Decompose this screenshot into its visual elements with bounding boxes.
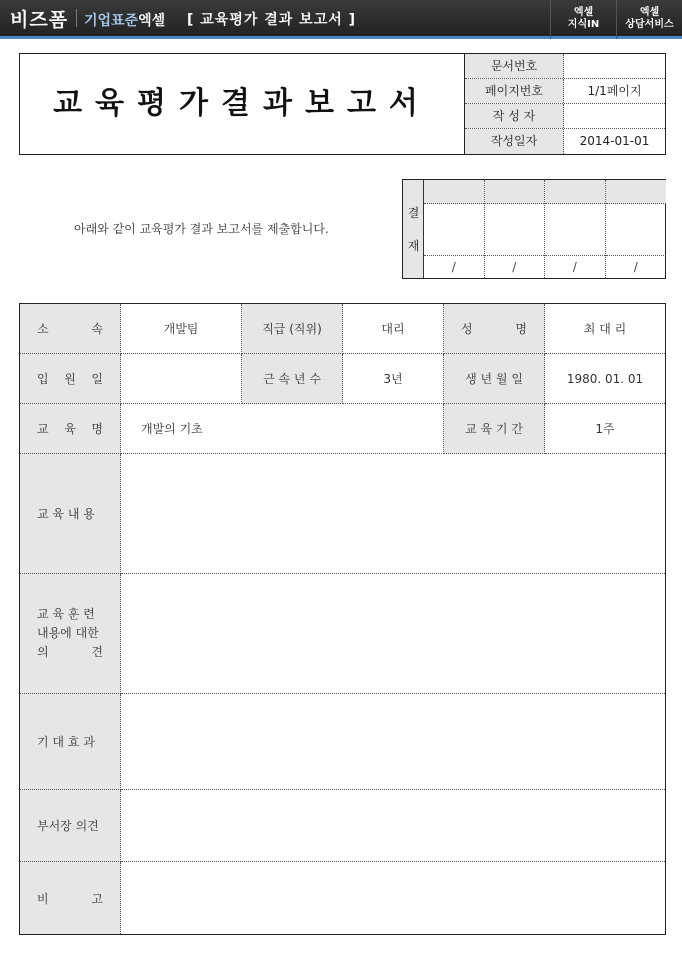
position-label: 직급 (직위) <box>242 304 343 354</box>
excel-consult-line2: 상담서비스 <box>625 19 674 30</box>
meta-row-page-number <box>465 79 665 104</box>
meta-row-date <box>465 129 665 154</box>
dept-label-char: 속 <box>91 322 103 336</box>
opinion-value[interactable] <box>121 574 665 694</box>
manager-opinion-label: 부서장 의견 <box>20 790 121 862</box>
opinion-label-char: 의 <box>37 645 49 659</box>
course-label-char: 명 <box>91 422 103 436</box>
meta-value-author[interactable] <box>564 104 665 128</box>
join-date-label-char: 원 <box>64 372 76 386</box>
content-label: 교 육 내 용 <box>20 454 121 574</box>
opinion-label-char: 견 <box>91 645 103 659</box>
years-value[interactable]: 3년 <box>343 354 444 404</box>
period-value[interactable]: 1주 <box>545 404 665 454</box>
course-label-char: 교 <box>37 422 49 436</box>
dept-value[interactable]: 개발팀 <box>121 304 242 354</box>
excel-knowledge-line1: 엑셀 <box>573 7 594 18</box>
approval-slot-title[interactable] <box>485 180 545 204</box>
join-date-label-char: 입 <box>37 372 49 386</box>
excel-consult-line1: 엑셀 <box>639 7 660 18</box>
excel-knowledge-line2: 지식IN <box>567 19 600 30</box>
excel-consult-button[interactable] <box>616 0 682 39</box>
content-value[interactable] <box>121 454 665 574</box>
bizform-logo[interactable]: 비즈폼 <box>10 9 69 31</box>
remark-label-char: 고 <box>91 891 103 906</box>
manager-opinion-value[interactable] <box>121 790 665 862</box>
period-label: 교 육 기 간 <box>444 404 545 454</box>
meta-label: 작 성 자 <box>465 104 564 128</box>
approval-slot-date[interactable]: / <box>485 255 545 278</box>
brand-label <box>84 10 165 30</box>
course-label-char: 육 <box>64 422 76 436</box>
name-value[interactable]: 최 대 리 <box>545 304 665 354</box>
remark-value[interactable] <box>121 862 665 934</box>
excel-knowledge-button[interactable] <box>550 0 616 39</box>
evaluation-form <box>19 303 666 935</box>
dept-label-char: 소 <box>37 322 49 336</box>
birth-label: 생 년 월 일 <box>444 354 545 404</box>
approval-slot[interactable] <box>485 180 546 278</box>
approval-label <box>403 180 424 278</box>
dept-label <box>20 304 121 354</box>
intro-text: 아래와 같이 교육평가 결과 보고서를 제출합니다. <box>74 222 329 236</box>
meta-value-doc-number[interactable] <box>564 54 665 78</box>
name-label-char: 성 <box>461 322 473 336</box>
approval-slot-title[interactable] <box>606 180 667 204</box>
effect-label: 기 대 효 과 <box>20 694 121 790</box>
join-date-value[interactable] <box>121 354 242 404</box>
remark-label-char: 비 <box>37 891 49 906</box>
approval-slot[interactable] <box>424 180 485 278</box>
approval-slot-date[interactable]: / <box>424 255 484 278</box>
opinion-label-line2: 내용에 대한 <box>37 626 99 640</box>
brand-part1: 기업표준 <box>84 13 139 29</box>
approval-slot-title[interactable] <box>424 180 484 204</box>
approval-slot-title[interactable] <box>545 180 605 204</box>
approval-label-bottom: 재 <box>407 239 420 253</box>
course-label <box>20 404 121 454</box>
approval-slot-date[interactable]: / <box>606 255 667 278</box>
remark-label <box>20 862 121 934</box>
join-date-label-char: 일 <box>91 372 103 386</box>
brand-part2: 엑셀 <box>138 13 166 29</box>
meta-value-page-number[interactable]: 1/1페이지 <box>587 84 642 98</box>
approval-label-top: 결 <box>407 206 420 220</box>
meta-row-doc-number <box>465 54 665 79</box>
birth-value[interactable]: 1980. 01. 01 <box>545 354 665 404</box>
meta-value-date[interactable]: 2014-01-01 <box>579 134 650 148</box>
approval-slot[interactable] <box>545 180 606 278</box>
effect-value[interactable] <box>121 694 665 790</box>
course-value[interactable]: 개발의 기초 <box>121 404 444 454</box>
document-meta <box>465 54 665 154</box>
opinion-label-line3 <box>37 643 103 662</box>
report-header <box>19 53 666 155</box>
meta-label: 문서번호 <box>465 54 564 78</box>
meta-label: 페이지번호 <box>465 79 564 103</box>
approval-slot-date[interactable]: / <box>545 255 605 278</box>
meta-label: 작성일자 <box>465 129 564 154</box>
report-title: 교육평가결과보고서 <box>20 54 465 154</box>
join-date-label <box>20 354 121 404</box>
opinion-label-line1: 교 육 훈 련 <box>37 607 95 621</box>
opinion-label <box>20 574 121 694</box>
document-title: [ 교육평가 결과 보고서 ] <box>187 12 357 28</box>
position-value[interactable]: 대리 <box>343 304 444 354</box>
name-label <box>444 304 545 354</box>
meta-row-author <box>465 104 665 129</box>
top-bar <box>0 0 682 39</box>
name-label-char: 명 <box>515 322 527 336</box>
years-label: 근 속 년 수 <box>242 354 343 404</box>
logo-divider <box>76 9 77 27</box>
approval-slot[interactable] <box>606 180 667 278</box>
approval-box <box>402 179 666 279</box>
